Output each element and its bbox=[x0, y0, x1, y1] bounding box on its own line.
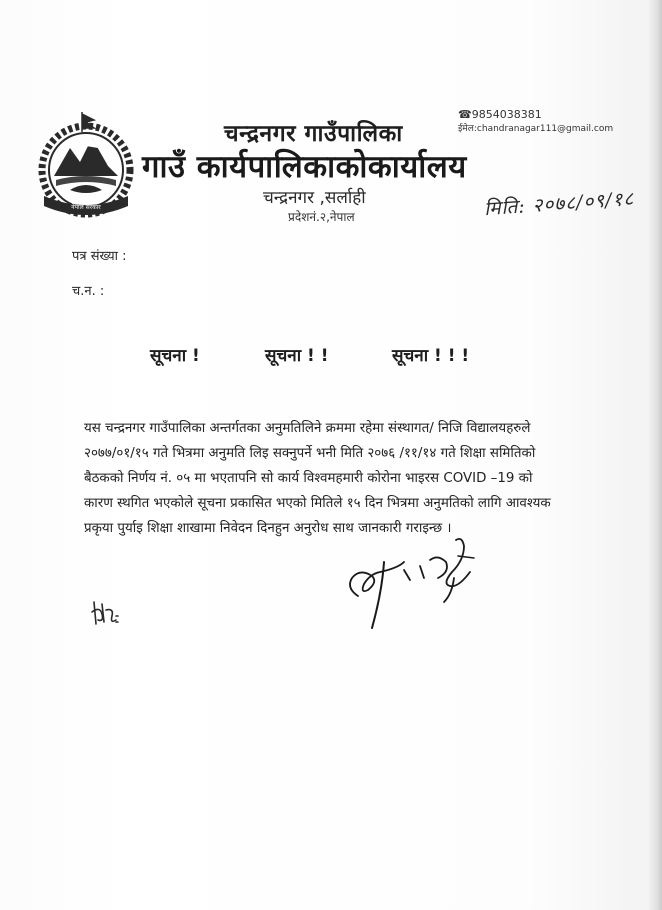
letter-number-label: पत्र संख्या : bbox=[72, 249, 127, 264]
notice-heading-2: सूचना ! ! bbox=[265, 346, 329, 366]
notice-heading-3: सूचना ! ! ! bbox=[392, 346, 470, 366]
office-address: चन्द्रनगर ,सर्लाही bbox=[263, 188, 366, 208]
nepal-emblem-icon bbox=[30, 110, 142, 222]
initials-mark-icon bbox=[88, 598, 122, 628]
handwritten-date: मिति: २०७८/०९/१८ bbox=[483, 187, 635, 221]
emblem-caption: नेपाल सरकार bbox=[71, 204, 101, 211]
office-province: प्रदेशनं.२,नेपाल bbox=[288, 210, 355, 224]
signature-icon bbox=[338, 532, 488, 636]
page-edge-shadow bbox=[648, 0, 662, 910]
office-name: चन्द्रनगर गाउँपालिका bbox=[224, 121, 403, 147]
notice-heading-1: सूचना ! bbox=[150, 346, 200, 366]
notice-body-paragraph: यस चन्द्रनगर गाउँपालिका अन्तर्गतका अनुमतिलिने क्रममा रहेमा संस्थागत/ निजि विद्यालयहरुले २०७७/०१/१५ गते भित्रमा अनुमति लिइ सक्नुपर्ने भनी मिति २०७६ /११/१४ गते शिक्षा समितिको बैठकको निर्णय नं. ०५ मा भएतापनि सो कार्य विश्वमहमारी कोरोना भाइरस COVID –19 को कारण स्थगित भएकोले सूचना प्रकासित भएको मितिले १५ दिन भित्रमा अनुमतिको लागि आवश्यक प्रकृया पुर्याइ शिक्षा शाखामा निवेदन दिनहुन अनुरोध साथ जानकारी गराइन्छ । bbox=[84, 421, 551, 536]
email-address: ईमेल:chandranagar111@gmail.com bbox=[458, 124, 614, 134]
office-title: गाउँ कार्यपालिकाकोकार्यालय bbox=[142, 149, 467, 185]
dispatch-number-label: च.न. : bbox=[72, 284, 105, 299]
phone-number: ☎9854038381 bbox=[458, 108, 542, 121]
